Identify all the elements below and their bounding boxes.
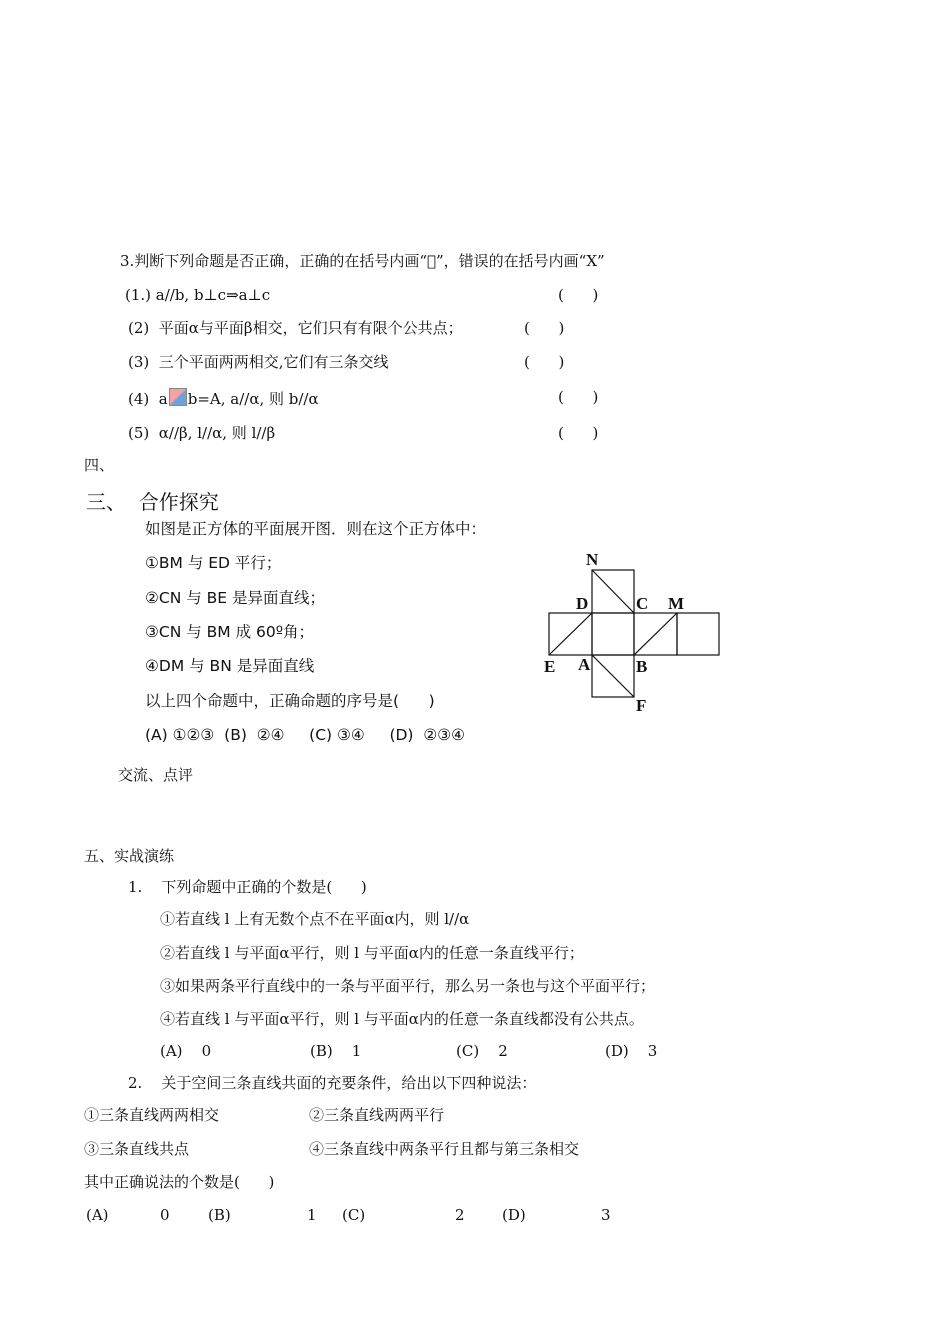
q1-item-4: ④若直线 l 与平面α平行，则 l 与平面α内的任意一条直线都没有公共点。 <box>160 1010 644 1028</box>
net-square-center <box>592 613 634 655</box>
diag-left <box>549 613 592 655</box>
answer-paren-3[interactable]: ( ) <box>524 353 565 371</box>
q1-stem: 1. 下列命题中正确的个数是( ) <box>128 878 367 896</box>
section4-title: 四、 <box>84 456 115 474</box>
q2-statement-1: ①三条直线两两相交 <box>84 1106 220 1124</box>
q1-item-1: ①若直线 l 上有无数个点不在平面α内，则 l//α <box>160 910 470 928</box>
coop-intro: 如图是正方体的平面展开图．则在这个正方体中： <box>145 520 487 538</box>
q2-option-d-value: 3 <box>601 1206 611 1224</box>
section3-title: 3.判断下列命题是否正确，正确的在括号内画“ ”，错误的在括号内画“X” <box>120 252 605 270</box>
prop-4-after: b=A, a//α, 则 b//α <box>187 390 319 408</box>
q2-question: 其中正确说法的个数是( ) <box>84 1173 275 1191</box>
review-label: 交流、点评 <box>118 766 194 784</box>
net-square-right2 <box>677 613 719 655</box>
q2-option-c-label[interactable]: (C) <box>342 1206 366 1224</box>
q2-option-b-value: 1 <box>307 1206 317 1224</box>
q2-option-a-label[interactable]: (A) <box>86 1206 109 1224</box>
answer-paren-5[interactable]: ( ) <box>558 424 599 442</box>
prop-5: (5) α//β, l//α, 则 l//β <box>128 424 276 442</box>
section5-title: 五、实战演练 <box>84 847 175 865</box>
coop-options: (A) ①②③ (B) ②④ (C) ③④ (D) ②③④ <box>145 726 466 744</box>
label-D: D <box>576 594 589 613</box>
q1-option-d[interactable]: (D) 3 <box>605 1042 658 1060</box>
answer-paren-4[interactable]: ( ) <box>558 388 599 406</box>
cube-net-diagram <box>530 545 730 715</box>
prop-1: (1.) a//b, b⊥c⇒a⊥c <box>125 286 271 304</box>
diag-bottom <box>592 655 634 697</box>
q1-option-c[interactable]: (C) 2 <box>456 1042 508 1060</box>
coop-heading: 三、 合作探究 <box>86 490 219 514</box>
label-B: B <box>636 657 648 676</box>
q1-option-a[interactable]: (A) 0 <box>160 1042 212 1060</box>
diag-top <box>592 570 634 613</box>
label-C: C <box>636 594 649 613</box>
q2-option-a-value: 0 <box>160 1206 170 1224</box>
q2-option-d-label[interactable]: (D) <box>502 1206 526 1224</box>
diag-right <box>634 613 677 655</box>
label-A: A <box>578 655 591 674</box>
q1-option-b[interactable]: (B) 1 <box>310 1042 362 1060</box>
coop-prop-3: ③CN 与 BM 成 60º角； <box>145 623 315 641</box>
q2-statement-4: ④三条直线中两条平行且都与第三条相交 <box>309 1140 580 1158</box>
coop-prop-2: ②CN 与 BE 是异面直线； <box>145 589 326 607</box>
q1-item-3: ③如果两条平行直线中的一条与平面平行，那么另一条也与这个平面平行； <box>160 977 656 995</box>
q2-option-b-label[interactable]: (B) <box>208 1206 231 1224</box>
q2-statement-2: ②三条直线两两平行 <box>309 1106 445 1124</box>
answer-paren-1[interactable]: ( ) <box>558 286 599 304</box>
answer-paren-2[interactable]: ( ) <box>524 319 565 337</box>
q2-stem: 2. 关于空间三条直线共面的充要条件，给出以下四种说法： <box>128 1074 537 1092</box>
broken-image-icon <box>169 388 187 406</box>
coop-prop-4: ④DM 与 BN 是异面直线 <box>145 657 315 675</box>
label-N: N <box>586 550 599 569</box>
coop-question: 以上四个命题中，正确命题的序号是( ) <box>145 692 435 710</box>
prop-3: (3) 三个平面两两相交,它们有三条交线 <box>128 353 389 371</box>
label-F: F <box>636 696 647 715</box>
q1-item-2: ②若直线 l 与平面α平行，则 l 与平面α内的任意一条直线平行； <box>160 944 584 962</box>
q2-statement-3: ③三条直线共点 <box>84 1140 190 1158</box>
prop-4 <box>128 388 319 408</box>
label-E: E <box>544 657 556 676</box>
q2-option-c-value: 2 <box>455 1206 465 1224</box>
coop-prop-1: ①BM 与 ED 平行； <box>145 554 282 572</box>
label-M: M <box>668 594 685 613</box>
prop-2: (2) 平面α与平面β相交，它们只有有限个公共点； <box>128 319 463 337</box>
prop-4-before: (4) a <box>128 390 168 408</box>
